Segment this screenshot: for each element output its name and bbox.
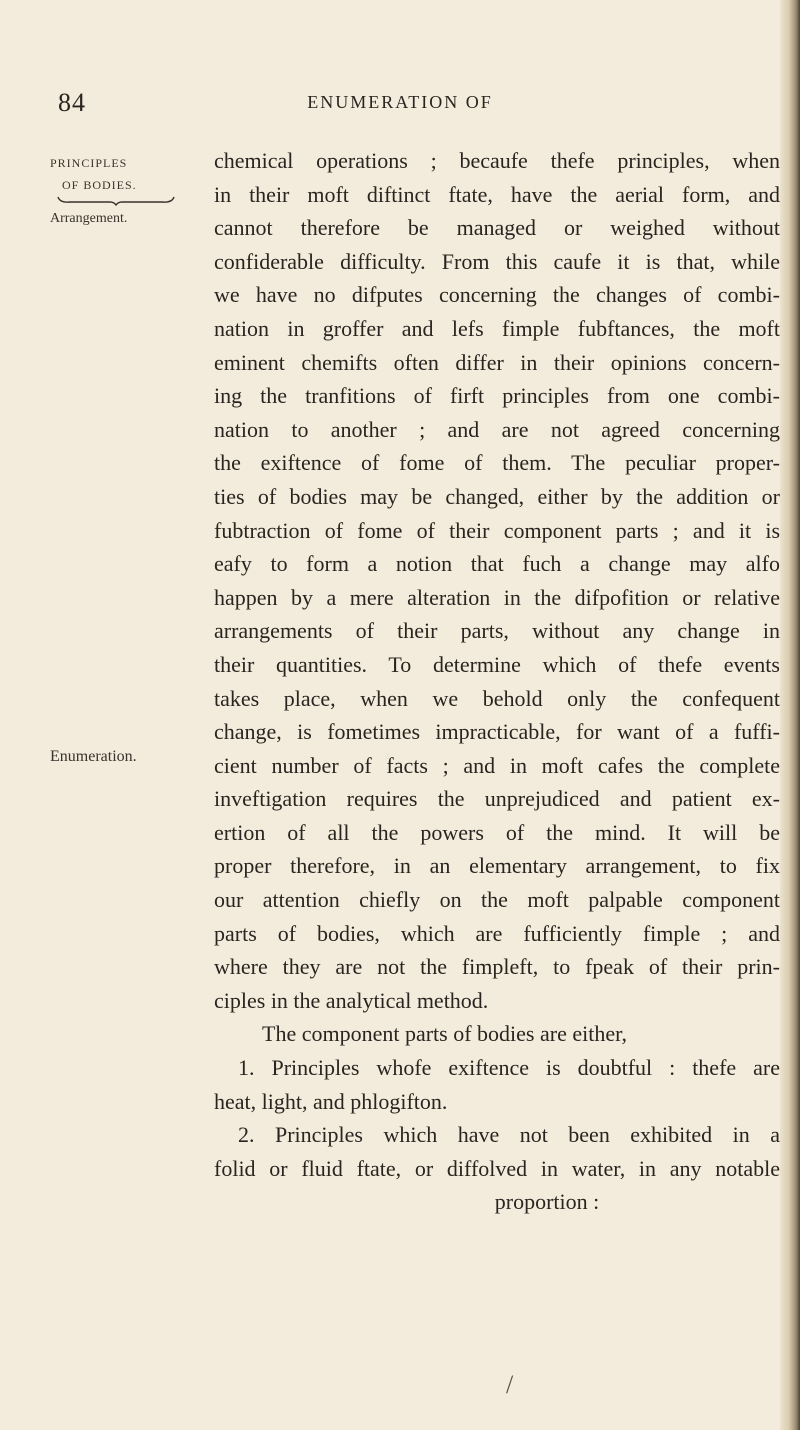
stray-mark: / — [506, 1370, 514, 1399]
text-line: eafy to form a notion that fuch a change may alfo — [214, 551, 780, 577]
text-line: their quantities. To determine which of thefe events — [214, 651, 780, 677]
text-line: proportion : — [494, 1189, 600, 1215]
sidenote-enumeration: Enumeration. — [50, 748, 137, 765]
text-line: ing the tranfitions of firft principles from one combi- — [214, 383, 780, 409]
page-header — [0, 88, 800, 128]
list-item: 2. Principles which have not been exhibited in a — [238, 1122, 780, 1148]
text-line: nation in groffer and lefs fimple fubftances, the moft — [214, 315, 780, 341]
text-line: heat, light, and phlogifton. — [214, 1088, 448, 1114]
text-line: where they are not the fimpleft, to fpeak of their prin- — [214, 954, 780, 980]
text-line: takes place, when we behold only the confequent — [214, 685, 780, 711]
text-line: ties of bodies may be changed, either by the addition or — [214, 483, 780, 509]
text-line: change, is fometimes impracticable, for want of a fuffi- — [214, 719, 780, 745]
sidenote-arrangement: Arrangement. — [50, 211, 128, 226]
sidenote-of-bodies: OF BODIES. — [62, 178, 137, 192]
brace-icon — [56, 196, 176, 206]
text-line: cient number of facts ; and in moft cafes the complete — [214, 752, 780, 778]
text-line: parts of bodies, which are fufficiently fimple ; and — [214, 920, 780, 946]
text-line: the exiftence of fome of them. The peculiar proper- — [214, 450, 780, 476]
text-line: confiderable difficulty. From this caufe it is that, while — [214, 248, 780, 274]
page-number: 84 — [58, 88, 86, 117]
text-line: chemical operations ; becaufe thefe principles, when — [214, 148, 780, 173]
sidenote-principles: PRINCIPLES — [50, 156, 128, 170]
text-line: proper therefore, in an elementary arrangement, to fix — [214, 853, 780, 879]
text-line: our attention chiefly on the moft palpable component — [214, 887, 780, 913]
page-edge-shadow — [780, 0, 800, 1430]
text-line: cannot therefore be managed or weighed without — [214, 215, 780, 241]
text-line: in their moft diftinct ftate, have the aerial form, and — [214, 181, 780, 207]
text-line: we have no difputes concerning the changes of combi- — [214, 282, 780, 308]
text-line: fubtraction of fome of their component parts ; and it is — [214, 517, 780, 543]
text-line: The component parts of bodies are either, — [262, 1021, 628, 1047]
sidenote-principles-arrangement — [50, 152, 208, 230]
list-item: 1. Principles whofe exiftence is doubtful : thefe are — [238, 1055, 780, 1081]
running-head: ENUMERATION OF — [307, 92, 493, 112]
text-line: ciples in the analytical method. — [214, 987, 489, 1013]
text-line: arrangements of their parts, without any change in — [214, 618, 780, 644]
text-line: happen by a mere alteration in the difpofition or relative — [214, 584, 780, 610]
text-line: folid or fluid ftate, or diffolved in water, in any notable — [214, 1155, 780, 1181]
text-line: eminent chemifts often differ in their opinions concern- — [214, 349, 780, 375]
text-line: inveftigation requires the unprejudiced and patient ex- — [214, 786, 780, 812]
text-line: nation to another ; and are not agreed concerning — [214, 416, 780, 442]
text-line: ertion of all the powers of the mind. It will be — [214, 819, 780, 845]
body-text — [214, 144, 780, 1219]
